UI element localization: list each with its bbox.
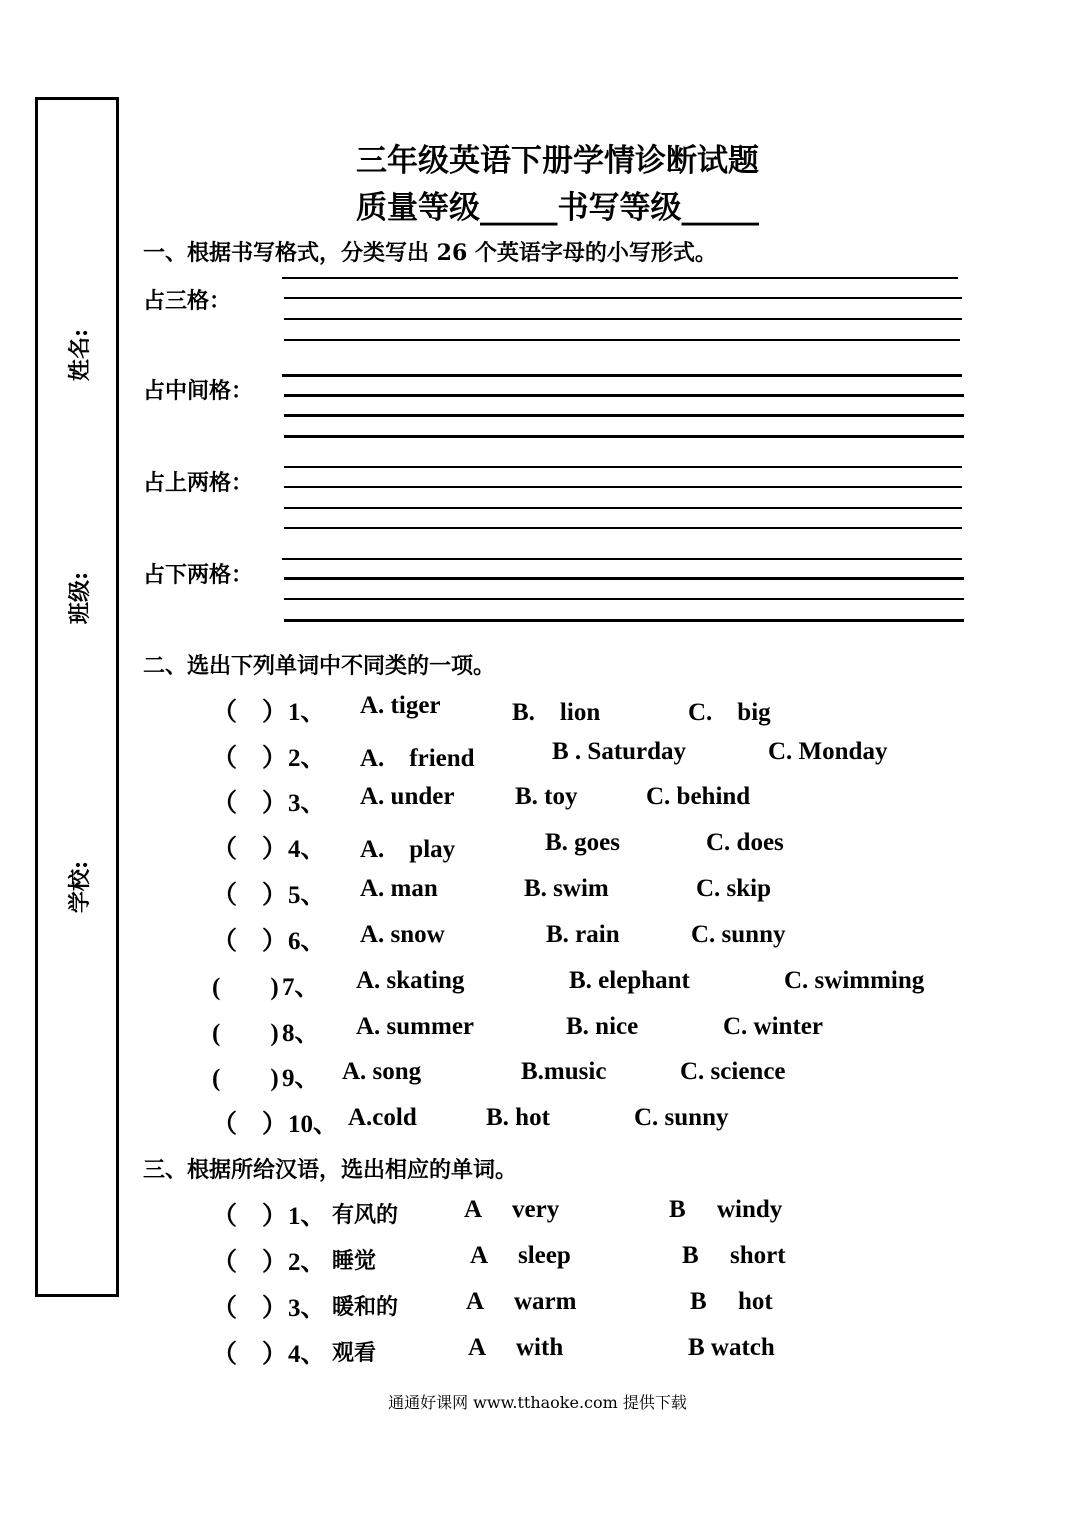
writing-line [284,339,960,341]
option-a: A. play [360,836,456,863]
answer-paren: （ ） [212,699,288,726]
option-a: A.cold [348,1104,417,1131]
writing-line [284,394,964,397]
answer-paren: （ ） [212,1203,288,1230]
grade-line: 质量等级_____书写等级_____ [356,190,759,226]
question-number: 1、 [288,699,326,726]
writing-line [284,527,962,529]
writing-line [284,577,964,580]
writing-line [284,297,962,299]
option-a-letter: A [468,1334,487,1361]
option-c: C. winter [723,1013,823,1040]
option-b: B. toy [515,783,578,810]
writing-line [284,414,964,417]
option-b: B. goes [545,829,620,856]
chinese-word: 有风的 [332,1203,399,1228]
option-b-letter: B [690,1288,707,1315]
question-number: 5、 [288,882,326,909]
class-label: 班级: [66,571,93,625]
option-a: A. summer [356,1013,475,1040]
option-a: A. song [342,1058,422,1085]
chinese-word: 暖和的 [332,1295,399,1320]
option-c: C. behind [646,783,751,810]
option-c: C. sunny [691,921,786,948]
row-label-middle-grid: 占中间格： [143,378,254,404]
option-b: B. elephant [569,967,690,994]
answer-paren: （ ） [212,928,288,955]
option-b: B. lion [512,699,601,726]
writing-line [284,318,962,320]
writing-line [284,619,964,622]
chinese-word: 观看 [332,1341,377,1366]
option-c: C. skip [696,875,772,902]
question-number: 6、 [288,928,326,955]
option-c: C. big [688,699,771,726]
option-a-letter: A [464,1196,483,1223]
question-number: 3、 [288,1295,326,1322]
option-c: C. sunny [634,1104,729,1131]
question-number: 8、 [282,1020,320,1047]
answer-paren: （ ） [212,1249,288,1276]
question-number: 9、 [282,1065,320,1092]
option-c: C. science [680,1058,786,1085]
writing-line [282,374,962,377]
answer-paren: （ ） [212,1341,288,1368]
option-b: B. swim [524,875,609,902]
option-b: B. nice [566,1013,639,1040]
question-number: 3、 [288,790,326,817]
question-number: 7、 [282,974,320,1001]
answer-paren: （ ） [212,836,288,863]
page-title: 三年级英语下册学情诊断试题 [356,143,759,179]
option-b: B.music [521,1058,607,1085]
option-a-letter: A [470,1242,489,1269]
question-number: 2、 [288,745,326,772]
row-label-upper-two-grid: 占上两格： [143,470,254,496]
answer-paren: ( ) [212,1020,279,1047]
option-a-word: warm [514,1288,577,1315]
question-number: 2、 [288,1249,326,1276]
writing-line [282,277,958,279]
option-b-letter: B [682,1242,699,1269]
option-b: B. hot [486,1104,550,1131]
option-a-word: sleep [518,1242,571,1269]
writing-line [284,507,962,509]
option-b: B. rain [546,921,620,948]
answer-paren: ( ) [212,974,279,1001]
option-c: C. Monday [768,738,888,765]
section1-heading: 一、根据书写格式，分类写出 26 个英语字母的小写形式。 [143,240,717,266]
option-b-word: hot [738,1288,773,1315]
option-b-word: windy [717,1196,783,1223]
writing-line [282,558,962,560]
answer-paren: （ ） [212,1295,288,1322]
option-b-letter: B [669,1196,686,1223]
answer-paren: （ ） [212,1111,288,1138]
writing-line [284,466,962,468]
option-a: A. snow [360,921,445,948]
chinese-word: 睡觉 [332,1249,377,1274]
name-label: 姓名: [66,328,93,382]
answer-paren: （ ） [212,882,288,909]
answer-paren: （ ） [212,745,288,772]
row-label-lower-two-grid: 占下两格： [143,562,254,588]
option-c: C. does [706,829,784,856]
option-b-word: short [730,1242,786,1269]
section3-heading: 三、根据所给汉语，选出相应的单词。 [143,1157,518,1183]
writing-line [284,486,962,488]
option-c: C. swimming [784,967,925,994]
option-a-letter: A [466,1288,485,1315]
row-label-three-grid: 占三格： [143,288,232,314]
option-a-word: very [512,1196,560,1223]
footer-credit: 通通好课网 www.tthaoke.com 提供下载 [388,1393,687,1412]
question-number: 4、 [288,1341,326,1368]
student-info-box [35,97,119,1297]
answer-paren: ( ) [212,1065,279,1092]
option-a: A. friend [360,745,475,772]
option-a: A. man [360,875,438,902]
section2-heading: 二、选出下列单词中不同类的一项。 [143,653,496,679]
option-a: A. skating [356,967,465,994]
option-a-word: with [516,1334,564,1361]
option-a: A. tiger [360,692,441,719]
writing-line [284,598,964,600]
question-number: 4、 [288,836,326,863]
option-b: B . Saturday [552,738,687,765]
question-number: 1、 [288,1203,326,1230]
question-number: 10、 [288,1111,339,1138]
school-label: 学校: [66,860,93,914]
answer-paren: （ ） [212,790,288,817]
option-a: A. under [360,783,455,810]
option-b: B watch [688,1334,775,1361]
writing-line [284,435,964,438]
